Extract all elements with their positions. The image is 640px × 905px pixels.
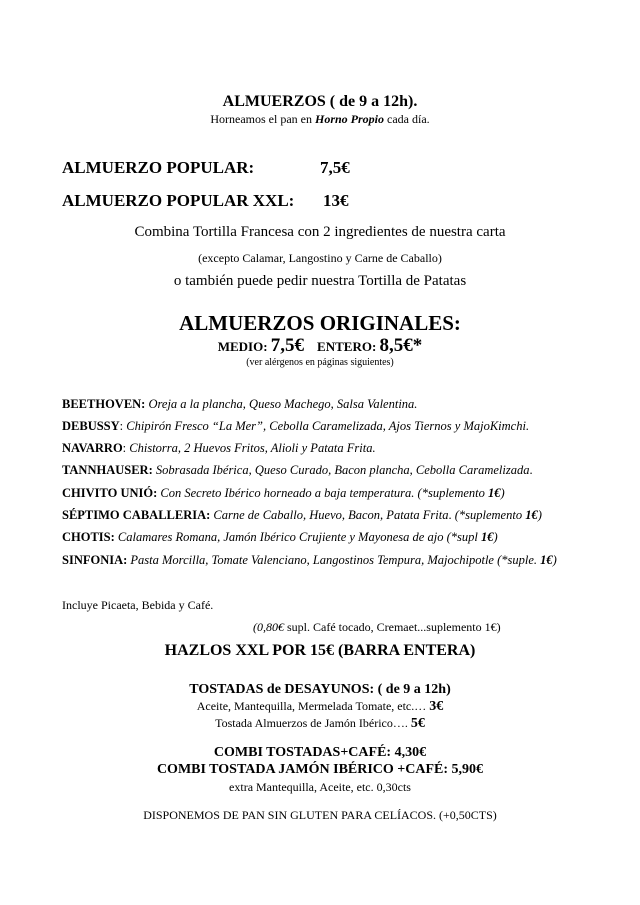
tostadas-line-1: [0, 699, 640, 715]
popular-name: ALMUERZO POPULAR:: [62, 158, 255, 177]
item-desc: Pasta Morcilla, Tomate Valenciano, Langostinos Tempura, Majochipotle (*suple.: [130, 553, 541, 567]
item-desc: Sobrasada Ibérica, Queso Curado, Bacon plancha, Cebolla Caramelizada: [155, 463, 530, 477]
item-desc: Chistorra, 2 Huevos Fritos, Alioli y Patata Frita.: [129, 441, 376, 455]
page-title: ALMUERZOS ( de 9 a 12h).: [222, 93, 418, 110]
entero-price: 8,5€*: [379, 335, 423, 356]
item-tail: .: [448, 508, 455, 522]
originales-title: ALMUERZOS ORIGINALES:: [179, 311, 461, 335]
item-close: ): [552, 553, 557, 567]
list-item: [62, 486, 505, 501]
list-item: [62, 463, 533, 478]
item-name: BEETHOVEN:: [62, 397, 146, 411]
combina-line-3: o también puede pedir nuestra Tortilla de Patatas: [173, 273, 467, 289]
subtitle-emphasis: Horno Propio: [314, 112, 384, 126]
list-item: [62, 508, 542, 523]
item-supplement: 1€: [525, 508, 538, 522]
item-close: ): [493, 530, 498, 544]
list-item: [62, 397, 417, 412]
tostadas-line-2: [0, 716, 640, 732]
item-sep: :: [122, 441, 130, 455]
incluye-note: Incluye Picaeta, Bebida y Café.: [62, 598, 214, 612]
originales-prices: [0, 335, 640, 357]
subtitle-pre: Horneamos el pan en: [210, 112, 315, 126]
medio-label: MEDIO:: [217, 339, 268, 354]
entero-label: ENTERO:: [317, 339, 377, 354]
combina-line-2: (excepto Calamar, Langostino y Carne de Caballo): [198, 251, 442, 265]
list-item: [62, 419, 529, 434]
popular-xxl-name: ALMUERZO POPULAR XXL:: [62, 191, 295, 210]
item-name: NAVARRO: [62, 441, 123, 455]
item-desc: Con Secreto Ibérico horneado a baja temperatura. (*suplemento: [160, 486, 489, 500]
subtitle-post: cada día.: [384, 112, 430, 126]
xxl-offer: HAZLOS XXL POR 15€ (BARRA ENTERA): [164, 642, 476, 659]
item-supplement: 1€: [480, 530, 494, 544]
item-desc: Oreja a la plancha, Queso Machego, Salsa Valentina.: [148, 397, 418, 411]
medio-price: 7,5€: [270, 335, 305, 356]
alergenos-note: (ver alérgenos en páginas siguientes): [246, 357, 394, 368]
popular-xxl-price: 13€: [323, 191, 349, 210]
item-name: SINFONIA:: [62, 553, 128, 567]
item-sep: :: [119, 419, 127, 433]
item-close: ): [537, 508, 542, 522]
item-desc: Carne de Caballo, Huevo, Bacon, Patata Frita: [213, 508, 449, 522]
item-name: CHIVITO UNIÓ:: [62, 486, 158, 500]
item-tail: .: [529, 463, 533, 477]
tostadas-line-2-price: 5€: [410, 716, 425, 731]
popular-price: 7,5€: [320, 158, 350, 177]
item-desc: Calamares Romana, Jamón Ibérico Crujiente y Mayonesa de ajo (*supl: [117, 530, 481, 544]
combi-line-2: COMBI TOSTADA JAMÓN IBÉRICO +CAFÉ: 5,90€: [156, 762, 484, 777]
tostadas-line-1-price: 3€: [429, 699, 444, 714]
cafe-note: [253, 620, 501, 635]
cafe-note-rest: supl. Café tocado, Cremaet...suplemento 1€): [284, 620, 501, 634]
item-desc-2: (*suplemento: [454, 508, 526, 522]
page-subtitle: [0, 112, 640, 127]
tostadas-line-1-text: Aceite, Mantequilla, Mermelada Tomate, etc.…: [196, 699, 430, 713]
combina-line-1: Combina Tortilla Francesa con 2 ingredientes de nuestra carta: [134, 224, 506, 240]
combi-line-3: extra Mantequilla, Aceite, etc. 0,30cts: [229, 780, 411, 794]
tostadas-title: TOSTADAS de DESAYUNOS: ( de 9 a 12h): [189, 682, 451, 697]
item-supplement: 1€: [540, 553, 553, 567]
item-desc: Chipirón Fresco “La Mer”, Cebolla Caramelizada, Ajos Tiernos y MajoKimchi.: [126, 419, 530, 433]
item-supplement: 1€: [488, 486, 501, 500]
combi-line-1: COMBI TOSTADAS+CAFÉ: 4,30€: [213, 745, 427, 760]
item-name: CHOTIS:: [62, 530, 115, 544]
item-name: TANNHAUSER:: [62, 463, 153, 477]
item-name: SÉPTIMO CABALLERIA:: [62, 508, 211, 522]
list-item: [62, 441, 376, 456]
list-item: [62, 553, 557, 568]
cafe-note-em: (0,80€: [253, 620, 284, 634]
item-name: DEBUSSY: [62, 419, 120, 433]
list-item: [62, 530, 498, 545]
tostadas-line-2-text: Tostada Almuerzos de Jamón Ibérico….: [215, 716, 411, 730]
gluten-note: DISPONEMOS DE PAN SIN GLUTEN PARA CELÍACOS. (+0,50CTS): [143, 808, 497, 822]
item-close: ): [500, 486, 505, 500]
